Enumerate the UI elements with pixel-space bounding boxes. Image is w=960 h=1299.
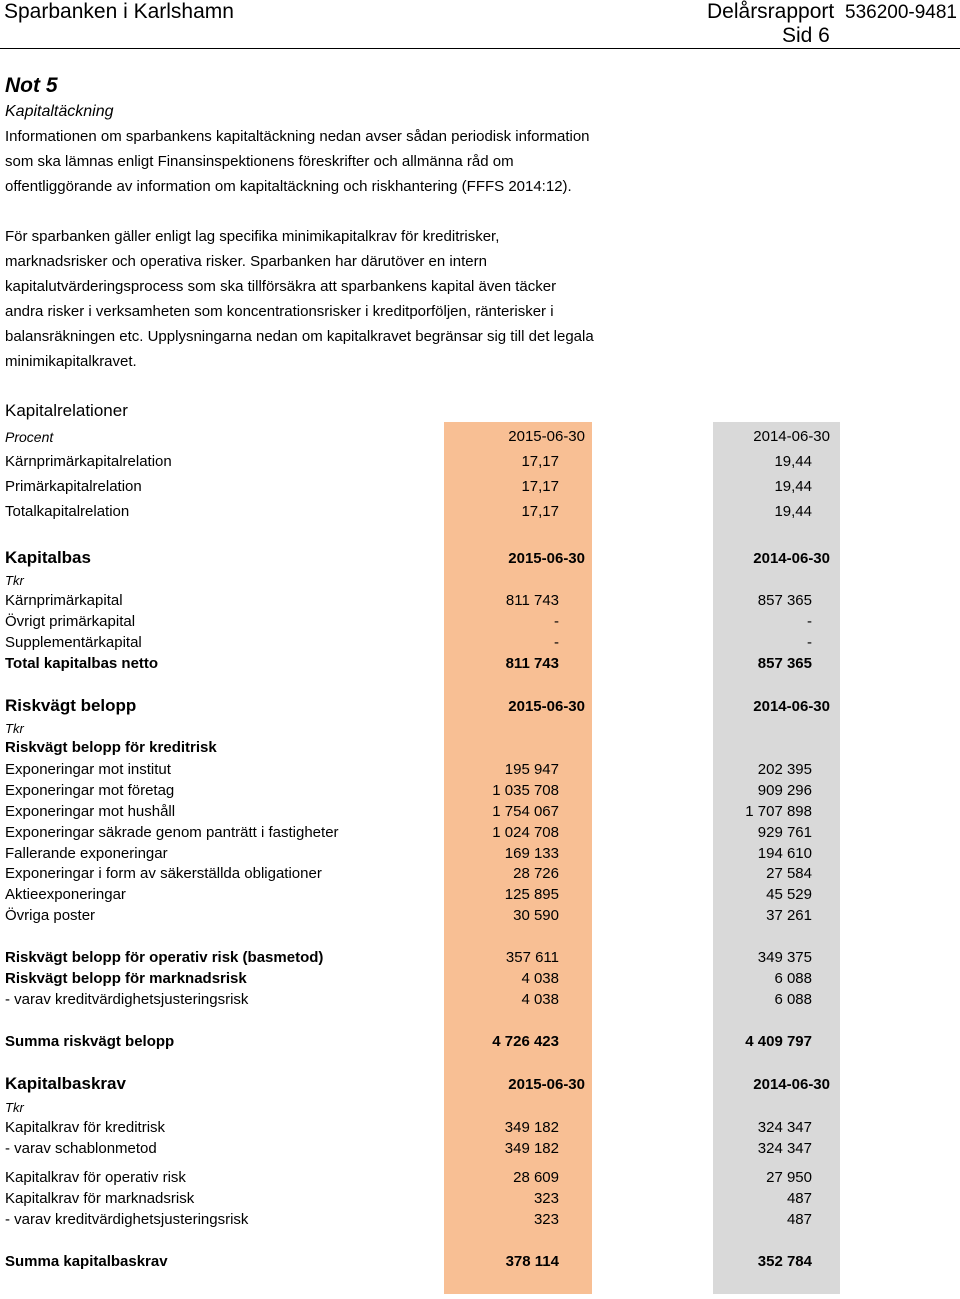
total-2015: 811 743 <box>505 655 559 672</box>
value-2014: 487 <box>786 1211 812 1228</box>
section-title-riskvagt: Riskvägt belopp <box>5 696 137 715</box>
value-2015: 1 024 708 <box>492 824 559 841</box>
value-2014: 19,44 <box>774 453 812 470</box>
org-number: 536200-9481 <box>845 2 957 23</box>
row-label: Primärkapitalrelation <box>5 478 142 495</box>
unit-label: Tkr <box>5 1100 24 1115</box>
page-number: Sid 6 <box>782 24 830 47</box>
value-2015: 125 895 <box>504 886 559 903</box>
row-label: - varav kreditvärdighetsjusteringsrisk <box>5 1211 249 1228</box>
value-2015: 17,17 <box>521 503 559 520</box>
para-line: andra risker i verksamheten som koncentrationsrisker i kreditporföljen, ränterisker i <box>5 303 554 320</box>
row-label: Fallerande exponeringar <box>5 845 168 862</box>
bank-name: Sparbanken i Karlshamn <box>4 0 234 23</box>
column-header-2015: 2015-06-30 <box>508 428 585 445</box>
row-label: Exponeringar säkrade genom panträtt i fastigheter <box>5 824 339 841</box>
row-label: Exponeringar mot institut <box>5 761 171 778</box>
note-title: Not 5 <box>5 74 58 97</box>
total-label: Summa riskvägt belopp <box>5 1033 175 1050</box>
value-2015: 169 133 <box>504 845 559 862</box>
value-2014: 194 610 <box>757 845 812 862</box>
row-label-marknad: Riskvägt belopp för marknadsrisk <box>5 970 247 987</box>
value-2014: 27 950 <box>766 1169 812 1186</box>
value-2015: 323 <box>533 1211 559 1228</box>
value-2015: 195 947 <box>504 761 559 778</box>
para-line: För sparbanken gäller enligt lag specifika minimikapitalkrav för kreditrisker, <box>5 228 500 245</box>
row-label: Exponeringar i form av säkerställda obligationer <box>5 865 322 882</box>
column-header-2015: 2015-06-30 <box>508 550 585 567</box>
row-label: Supplementärkapital <box>5 634 142 651</box>
value-2015: 323 <box>533 1190 559 1207</box>
total-2014: 857 365 <box>757 655 812 672</box>
column-header-2014: 2014-06-30 <box>753 428 830 445</box>
intro-paragraph <box>5 124 685 199</box>
para-line: marknadsrisker och operativa risker. Sparbanken har därutöver en intern <box>5 253 487 270</box>
value-2015: 349 182 <box>504 1119 559 1136</box>
total-2015: 4 726 423 <box>492 1033 559 1050</box>
value-2015: 4 038 <box>521 970 559 987</box>
total-2014: 4 409 797 <box>745 1033 812 1050</box>
column-header-2015: 2015-06-30 <box>508 698 585 715</box>
total-2015: 378 114 <box>505 1253 559 1270</box>
section-title-kapitalbaskrav: Kapitalbaskrav <box>5 1074 126 1093</box>
value-2015: 17,17 <box>521 478 559 495</box>
value-2014: 19,44 <box>774 478 812 495</box>
column-header-2014: 2014-06-30 <box>753 1076 830 1093</box>
value-2014: 324 347 <box>757 1140 812 1157</box>
header-rule <box>0 48 960 49</box>
value-2015: 1 035 708 <box>492 782 559 799</box>
row-label: Kapitalkrav för marknadsrisk <box>5 1190 195 1207</box>
column-header-2014: 2014-06-30 <box>753 698 830 715</box>
section-title-kapitalrelationer: Kapitalrelationer <box>5 401 128 420</box>
row-label: - varav kreditvärdighetsjusteringsrisk <box>5 991 249 1008</box>
unit-label: Procent <box>5 429 54 445</box>
value-2014: - <box>807 613 812 630</box>
value-2015: - <box>554 613 559 630</box>
value-2014: - <box>807 634 812 651</box>
value-2015: 811 743 <box>505 592 559 609</box>
row-label: Exponeringar mot hushåll <box>5 803 176 820</box>
para-line: minimikapitalkravet. <box>5 353 137 370</box>
value-2014: 45 529 <box>766 886 812 903</box>
value-2014: 6 088 <box>774 991 812 1008</box>
total-2014: 352 784 <box>757 1253 812 1270</box>
value-2014: 909 296 <box>757 782 812 799</box>
value-2015: - <box>554 634 559 651</box>
para-line: som ska lämnas enligt Finansinspektionens föreskrifter och allmänna råd om <box>5 153 514 170</box>
subheading-kreditrisk: Riskvägt belopp för kreditrisk <box>5 739 217 756</box>
report-type: Delårsrapport <box>707 0 835 23</box>
row-label: Kärnprimärkapital <box>5 592 123 609</box>
value-2014: 487 <box>786 1190 812 1207</box>
row-label: Kärnprimärkapitalrelation <box>5 453 172 470</box>
value-2014: 202 395 <box>757 761 812 778</box>
value-2015: 4 038 <box>521 991 559 1008</box>
row-label: Övriga poster <box>5 907 96 924</box>
row-label: Exponeringar mot företag <box>5 782 175 799</box>
section-title-kapitalbas: Kapitalbas <box>5 548 91 567</box>
row-label: Aktieexponeringar <box>5 886 126 903</box>
row-label: - varav schablonmetod <box>5 1140 157 1157</box>
value-2014: 27 584 <box>766 865 812 882</box>
value-2015: 30 590 <box>513 907 559 924</box>
value-2014: 37 261 <box>766 907 812 924</box>
value-2015: 357 611 <box>505 949 559 966</box>
row-label: Kapitalkrav för operativ risk <box>5 1169 186 1186</box>
note-subtitle: Kapitaltäckning <box>5 103 114 120</box>
para-line: offentliggörande av information om kapitaltäckning och riskhantering (FFFS 2014:12). <box>5 178 572 195</box>
value-2015: 1 754 067 <box>492 803 559 820</box>
value-2015: 28 609 <box>513 1169 559 1186</box>
row-label: Totalkapitalrelation <box>5 503 130 520</box>
row-label: Övrigt primärkapital <box>5 613 136 630</box>
value-2014: 349 375 <box>757 949 812 966</box>
column-header-2014: 2014-06-30 <box>753 550 830 567</box>
value-2015: 349 182 <box>504 1140 559 1157</box>
value-2014: 6 088 <box>774 970 812 987</box>
column-header-2015: 2015-06-30 <box>508 1076 585 1093</box>
unit-label: Tkr <box>5 573 24 588</box>
value-2014: 857 365 <box>757 592 812 609</box>
row-label-operativ: Riskvägt belopp för operativ risk (basmetod) <box>5 949 324 966</box>
value-2015: 17,17 <box>521 453 559 470</box>
value-2014: 929 761 <box>757 824 812 841</box>
requirements-paragraph <box>5 224 685 374</box>
row-label: Kapitalkrav för kreditrisk <box>5 1119 166 1136</box>
total-label: Summa kapitalbaskrav <box>5 1253 168 1270</box>
value-2014: 324 347 <box>757 1119 812 1136</box>
value-2014: 1 707 898 <box>745 803 812 820</box>
para-line: kapitalutvärderingsprocess som ska tillförsäkra att sparbankens kapital även täcker <box>5 278 557 295</box>
para-line: balansräkningen etc. Upplysningarna nedan om kapitalkravet begränsar sig till det legala <box>5 328 594 345</box>
total-label: Total kapitalbas netto <box>5 655 159 672</box>
value-2015: 28 726 <box>513 865 559 882</box>
value-2014: 19,44 <box>774 503 812 520</box>
para-line: Informationen om sparbankens kapitaltäckning nedan avser sådan periodisk information <box>5 128 590 145</box>
unit-label: Tkr <box>5 721 24 736</box>
